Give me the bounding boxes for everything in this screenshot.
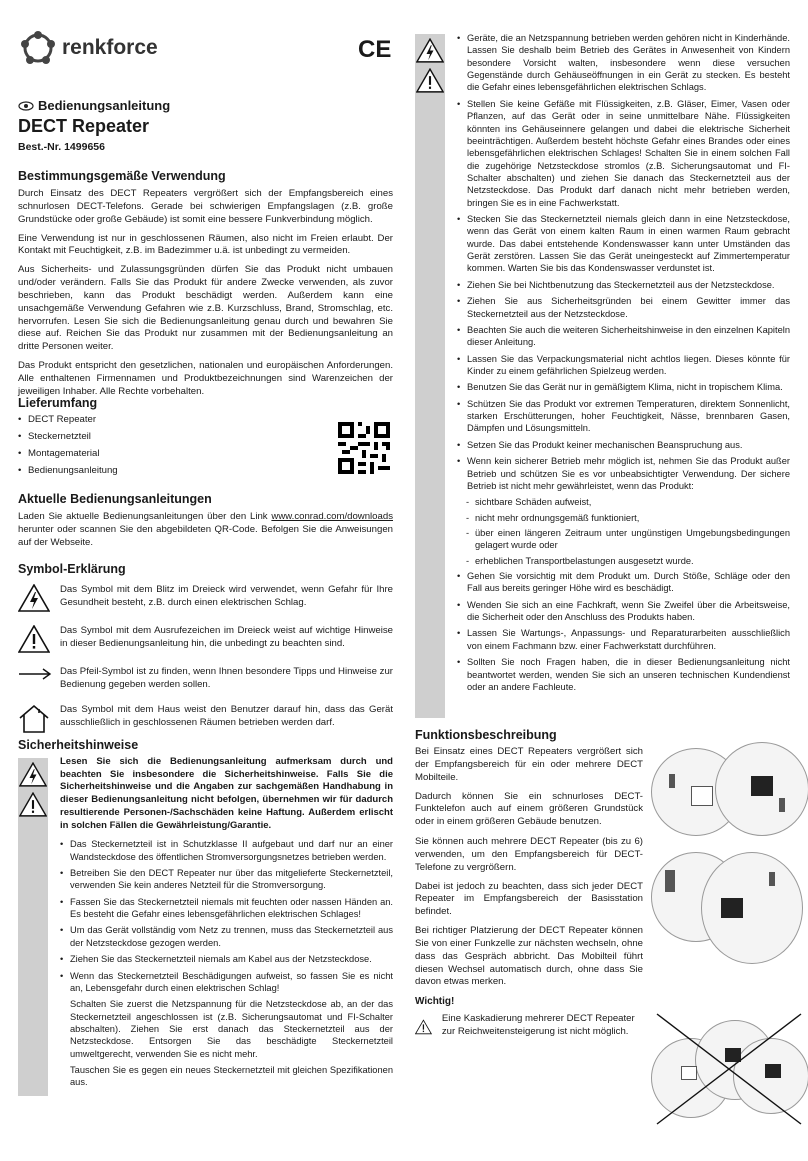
scope-section [18,396,393,481]
manual-header [18,98,393,153]
safety-item: • Wenn kein sicherer Betrieb mehr möglich ist, nehmen Sie das Produkt außer Betrieb und schützen Sie es vor unbeabsichtigter Verwendung. Der sichere Betrieb ist nicht mehr gewährleistet, wenn das Produkt: [457,455,790,492]
safety-item-continued: Schalten Sie zuerst die Netzspannung für die Netzsteckdose ab, an der das Steckernetzteil angeschlossen ist (z.B. Sicherungsautomat und FI-Schalter abschalten). Ziehen Sie erst danach das Steckernetzteil aus der Netzsteckdose. Entsorgen Sie das beschädigte Steckernetzteil umweltgerecht, verwenden Sie es nicht mehr. [70,999,393,1059]
coverage-figure-2 [651,842,807,978]
function-p5: Bei richtiger Platzierung der DECT Repeater können Sie von einer Funkzelle zur nächsten wechseln, ohne dass das Gespräch abbricht. Das Mobilteil führt diesen Wechsel automatisch durch, ohne dass Sie davon etwas merken. [415,925,643,988]
function-p4: Dabei ist jedoch zu beachten, dass sich jeder DECT Repeater im Empfangsbereich der Basisstation befindet. [415,880,643,918]
safety-item: • Benutzen Sie das Gerät nur in gemäßigtem Klima, nicht in tropischem Klima. [457,381,790,393]
safety-sub-item: - erheblichen Transportbelastungen ausgesetzt wurde. [457,555,790,567]
ce-mark: CE [358,36,392,63]
exclamation-triangle-icon [18,625,50,653]
current-manuals-text: Laden Sie aktuelle Bedienungsanleitungen über den Link www.conrad.com/downloads herunter oder scannen Sie den abgebildeten QR-Code. Befolgen Sie die Anweisungen auf der Webseite. [18,511,393,548]
brand-name: renkforce [62,36,158,59]
conrad-downloads-link[interactable]: www.conrad.com/downloads [271,511,393,522]
exclamation-triangle-icon [415,1013,432,1041]
intended-use-heading: Bestimmungsgemäße Verwendung [18,169,226,183]
safety-item: • Das Steckernetzteil ist in Schutzklasse II aufgebaut und darf nur an einer Wandsteckdose des öffentlichen Stromversorgungsnetzes betrieben werden. [60,838,393,863]
safety-item: • Um das Gerät vollständig vom Netz zu trennen, muss das Steckernetzteil aus der Netzsteckdose gezogen werden. [60,924,393,949]
house-icon [18,704,50,734]
intended-use-p4: Das Produkt entspricht den gesetzlichen, nationalen und europäischen Anforderungen. Alle enthaltenen Firmennamen und Produktbezeichnungen sind Warenzeichen der jeweiligen Inhaber. Alle Rechte vorbehalten. [18,360,393,397]
current-manuals-section [18,492,393,556]
symbol-text: Das Symbol mit dem Haus weist den Benutzer darauf hin, dass das Gerät ausschließlich in geschlossenen Räumen betrieben werden darf. [60,703,393,728]
cascade-not-possible-figure [651,1008,807,1130]
safety-item: • Lassen Sie das Verpackungsmaterial nicht achtlos liegen. Dieses könnte für Kinder zu einem gefährlichen Spielzeug werden. [457,353,790,378]
scope-item: • DECT Repeater [18,414,393,427]
important-label: Wichtig! [415,996,455,1007]
safety-heading: Sicherheitshinweise [18,738,139,752]
qr-code [338,422,390,474]
symbol-text: Das Symbol mit dem Blitz im Dreieck wird verwendet, wenn Gefahr für Ihre Gesundheit besteht, z.B. durch einen elektrischen Schlag. [60,584,393,608]
safety-left-content [60,756,393,1093]
function-section-2 [415,836,643,995]
safety-warning-bar [415,34,445,718]
manual-label: Bedienungsanleitung [38,98,171,113]
safety-item: • Stellen Sie keine Gefäße mit Flüssigkeiten, z.B. Gläser, Eimer, Vasen oder Pflanzen, auf das Gerät oder in seine unmittelbare Nähe. Flüssigkeiten könnten ins Gehäuseinnere gelangen und dabei die elektrische Sicherheit beeinträchtigen. Außerdem besteht höchste Gefahr eines Brandes oder eines lebensgefährlichen elektrischen Schlages! Schalten Sie in einem solchen Fall die zugehörige Netzsteckdose stromlos (z.B. Sicherungsautomat und FI-Schalter abschalten) und ziehen Sie danach das Steckernetzteil aus der Netzsteckdose. Das Produkt darf danach nicht mehr betrieben werden, bringen Sie es in eine Fachwerkstatt. [457,98,790,209]
symbols-section [18,562,393,747]
safety-item: • Ziehen Sie aus Sicherheitsgründen bei einem Gewitter immer das Steckernetzteil aus der Netzsteckdose. [457,295,790,320]
lightning-triangle-icon [19,762,47,787]
intended-use-section [18,169,393,405]
symbol-row [18,704,393,739]
symbol-text: Das Pfeil-Symbol ist zu finden, wenn Ihnen besondere Tipps und Hinweise zur Bedienung gegeben werden sollen. [60,666,393,690]
symbol-row [18,625,393,658]
important-text: Eine Kaskadierung mehrerer DECT Repeater zur Reichweitensteigerung ist nicht möglich. [441,1013,635,1037]
safety-item: • Ziehen Sie das Steckernetzteil niemals am Kabel aus der Netzsteckdose. [60,953,393,965]
safety-sub-item: - sichtbare Schäden aufweist, [457,496,790,508]
eye-icon [18,101,34,111]
safety-item: • Geräte, die an Netzspannung betrieben werden gehören nicht in Kinderhände. Lassen Sie deshalb beim Betrieb des Gerätes in Anwesenheit von Kindern besondere Vorsicht walten, insbesondere wenn diese versuchen Gegenstände durch Gehäuseöffnungen in ein Gerät zu stecken. Es besteht die Gefahr eines lebensgefährlichen elektrischen Schlags. [457,32,790,94]
arrow-icon [18,666,52,682]
scope-item: • Montagematerial [18,448,393,461]
symbol-row [18,584,393,617]
page-title: DECT Repeater [18,116,150,136]
order-number: Best.-Nr. 1499656 [18,141,105,153]
symbols-heading: Symbol-Erklärung [18,562,126,576]
safety-item: • Ziehen Sie bei Nichtbenutzung das Steckernetzteil aus der Netzsteckdose. [457,279,790,291]
function-p1: Bei Einsatz eines DECT Repeaters vergrößert sich der Empfangsbereich für ein oder mehrere DECT Mobilteile. [415,746,643,783]
intended-use-p3: Aus Sicherheits- und Zulassungsgründen dürfen Sie das Produkt nicht umbauen und/oder verändern. Falls Sie das Produkt für andere Zwecke verwenden, als zuvor beschrieben, kann das Produkt beschädigt werden. Außerdem kann eine unsachgemäße Verwendung Gefahren wie z.B. Kurzschluss, Brand, Stromschlag, etc. hervorrufen. Lesen Sie sich die Bedienungsanleitung genau durch und bewahren Sie diese auf. Reichen Sie das Produkt nur zusammen mit der Bedienungsanleitung an dritte Personen weiter. [18,264,393,353]
safety-right-content [457,32,790,697]
exclamation-triangle-icon [416,68,444,93]
safety-sub-item: - nicht mehr ordnungsgemäß funktioniert, [457,512,790,524]
function-p2: Dadurch können Sie ein schnurloses DECT-Funktelefon auch auf einem größeren Grundstück oder in einem größeren Gebäude benutzen. [415,790,643,828]
safety-item-continued: Tauschen Sie es gegen ein neues Steckernetzteil mit gleichen Spezifikationen aus. [70,1065,393,1088]
safety-sub-item: - über einen längeren Zeitraum unter ungünstigen Umgebungsbedingungen gelagert wurde oder [457,527,790,552]
safety-warning-bar [18,758,48,1096]
scope-item: • Steckernetzteil [18,431,393,444]
safety-section [18,738,393,758]
exclamation-triangle-icon [19,792,47,817]
safety-item: • Wenn das Steckernetzteil Beschädigungen aufweist, so fassen Sie es nicht an, Lebensgefahr durch einen elektrischen Schlag! [60,970,393,995]
brand-logo [20,30,158,66]
lightning-triangle-icon [416,38,444,63]
safety-item: • Fassen Sie das Steckernetzteil niemals mit feuchten oder nassen Händen an. Es besteht die Gefahr eines lebensgefährlichen elektrischen Schlages! [60,896,393,921]
safety-item: • Betreiben Sie den DECT Repeater nur über das mitgelieferte Steckernetzteil, verwenden Sie kein anderes Netzteil für die Stromversorgung. [60,867,393,892]
intended-use-p2: Eine Verwendung ist nur in geschlossenen Räumen, also nicht im Freien erlaubt. Der Kontakt mit Feuchtigkeit, z.B. im Badezimmer u.ä. ist unbedingt zu vermeiden. [18,232,393,257]
safety-item: • Lassen Sie Wartungs-, Anpassungs- und Reparaturarbeiten ausschließlich von einem Fachmann bzw. einer Fachwerkstatt durchführen. [457,627,790,652]
safety-item: • Schützen Sie das Produkt vor extremen Temperaturen, direktem Sonnenlicht, starken Erschütterungen, hoher Feuchtigkeit, Nässe, brennbaren Gasen, Dämpfen und Lösungsmitteln. [457,398,790,435]
renkforce-logo-icon [20,30,56,66]
intended-use-p1: Durch Einsatz des DECT Repeaters vergrößert sich der Empfangsbereich eines schnurlosen DECT-Telefons. Gerade bei schwierigen Empfangslagen (z.B. große Grundstücke oder große Gebäude) ist somit eine bessere Funkverbindung möglich. [18,188,393,225]
scope-item: • Bedienungsanleitung [18,465,393,478]
function-heading: Funktionsbeschreibung [415,728,557,742]
safety-item: • Wenden Sie sich an eine Fachkraft, wenn Sie Zweifel über die Arbeitsweise, die Sicherheit oder den Anschluss des Produkts haben. [457,599,790,624]
coverage-figure-1 [651,742,807,836]
crossed-out-icon [651,1008,807,1130]
safety-item: • Gehen Sie vorsichtig mit dem Produkt um. Durch Stöße, Schläge oder den Fall aus bereits geringer Höhe wird es beschädigt. [457,570,790,595]
safety-item: • Setzen Sie das Produkt keiner mechanischen Beanspruchung aus. [457,439,790,451]
symbol-row [18,666,393,692]
symbol-text: Das Symbol mit dem Ausrufezeichen im Dreieck weist auf wichtige Hinweise in dieser Bedienungsanleitung hin, die unbedingt zu beachten sind. [60,625,393,649]
safety-item: • Beachten Sie auch die weiteren Sicherheitshinweise in den einzelnen Kapiteln dieser Anleitung. [457,324,790,349]
important-note [415,996,643,1041]
safety-intro: Lesen Sie sich die Bedienungsanleitung aufmerksam durch und beachten Sie insbesondere die Sicherheitshinweise. Falls Sie die Sicherheitshinweise und die Angaben zur sachgemäßen Handhabung in dieser Bedienungsanleitung nicht befolgen, übernehmen wir für dadurch resultierende Personen-/Sachschäden keine Haftung. Außerdem erlischt in solchen Fällen die Gewährleistung/Garantie. [60,756,393,831]
scope-heading: Lieferumfang [18,396,98,410]
lightning-triangle-icon [18,584,50,612]
function-section [415,728,643,835]
safety-item: • Sollten Sie noch Fragen haben, die in dieser Bedienungsanleitung nicht beantwortet werden, wenden Sie sich an unseren technischen Kundendienst oder an andere Fachleute. [457,656,790,693]
function-p3: Sie können auch mehrere DECT Repeater (bis zu 6) verwenden, um den Empfangsbereich für DECT-Telefone zu vergrößern. [415,836,643,873]
current-manuals-heading: Aktuelle Bedienungsanleitungen [18,492,212,506]
safety-item: • Stecken Sie das Steckernetzteil niemals gleich dann in eine Netzsteckdose, wenn das Gerät von einem kalten Raum in einen warmen Raum gebracht wurde. Das dabei entstehende Kondenswasser kann unter Umständen das Gerät zerstören. Lassen Sie das Gerät uneingesteckt auf Zimmertemperatur kommen. Warten Sie bis das Kondenswasser verdunstet ist. [457,213,790,275]
